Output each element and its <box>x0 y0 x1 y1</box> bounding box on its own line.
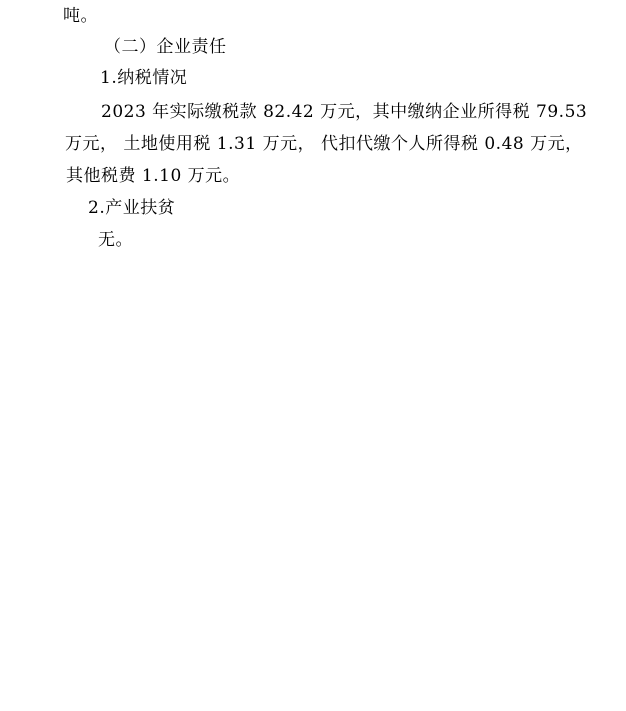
tax-paragraph-line-2: 万元， 土地使用税 1.31 万元， 代扣代缴个人所得税 0.48 万元， <box>65 134 583 154</box>
tax-paragraph-line-1: 2023 年实际缴税款 82.42 万元，其中缴纳企业所得税 79.53 <box>101 102 588 122</box>
subsection-heading-industry-poverty-alleviation: 2.产业扶贫 <box>88 198 176 218</box>
subsection-content-none: 无。 <box>98 230 133 250</box>
section-heading-enterprise-responsibility: （二）企业责任 <box>104 37 227 57</box>
tax-paragraph-line-3: 其他税费 1.10 万元。 <box>66 166 241 186</box>
paragraph-continuation-text: 吨。 <box>63 6 98 26</box>
subsection-heading-tax-situation: 1.纳税情况 <box>100 68 188 88</box>
